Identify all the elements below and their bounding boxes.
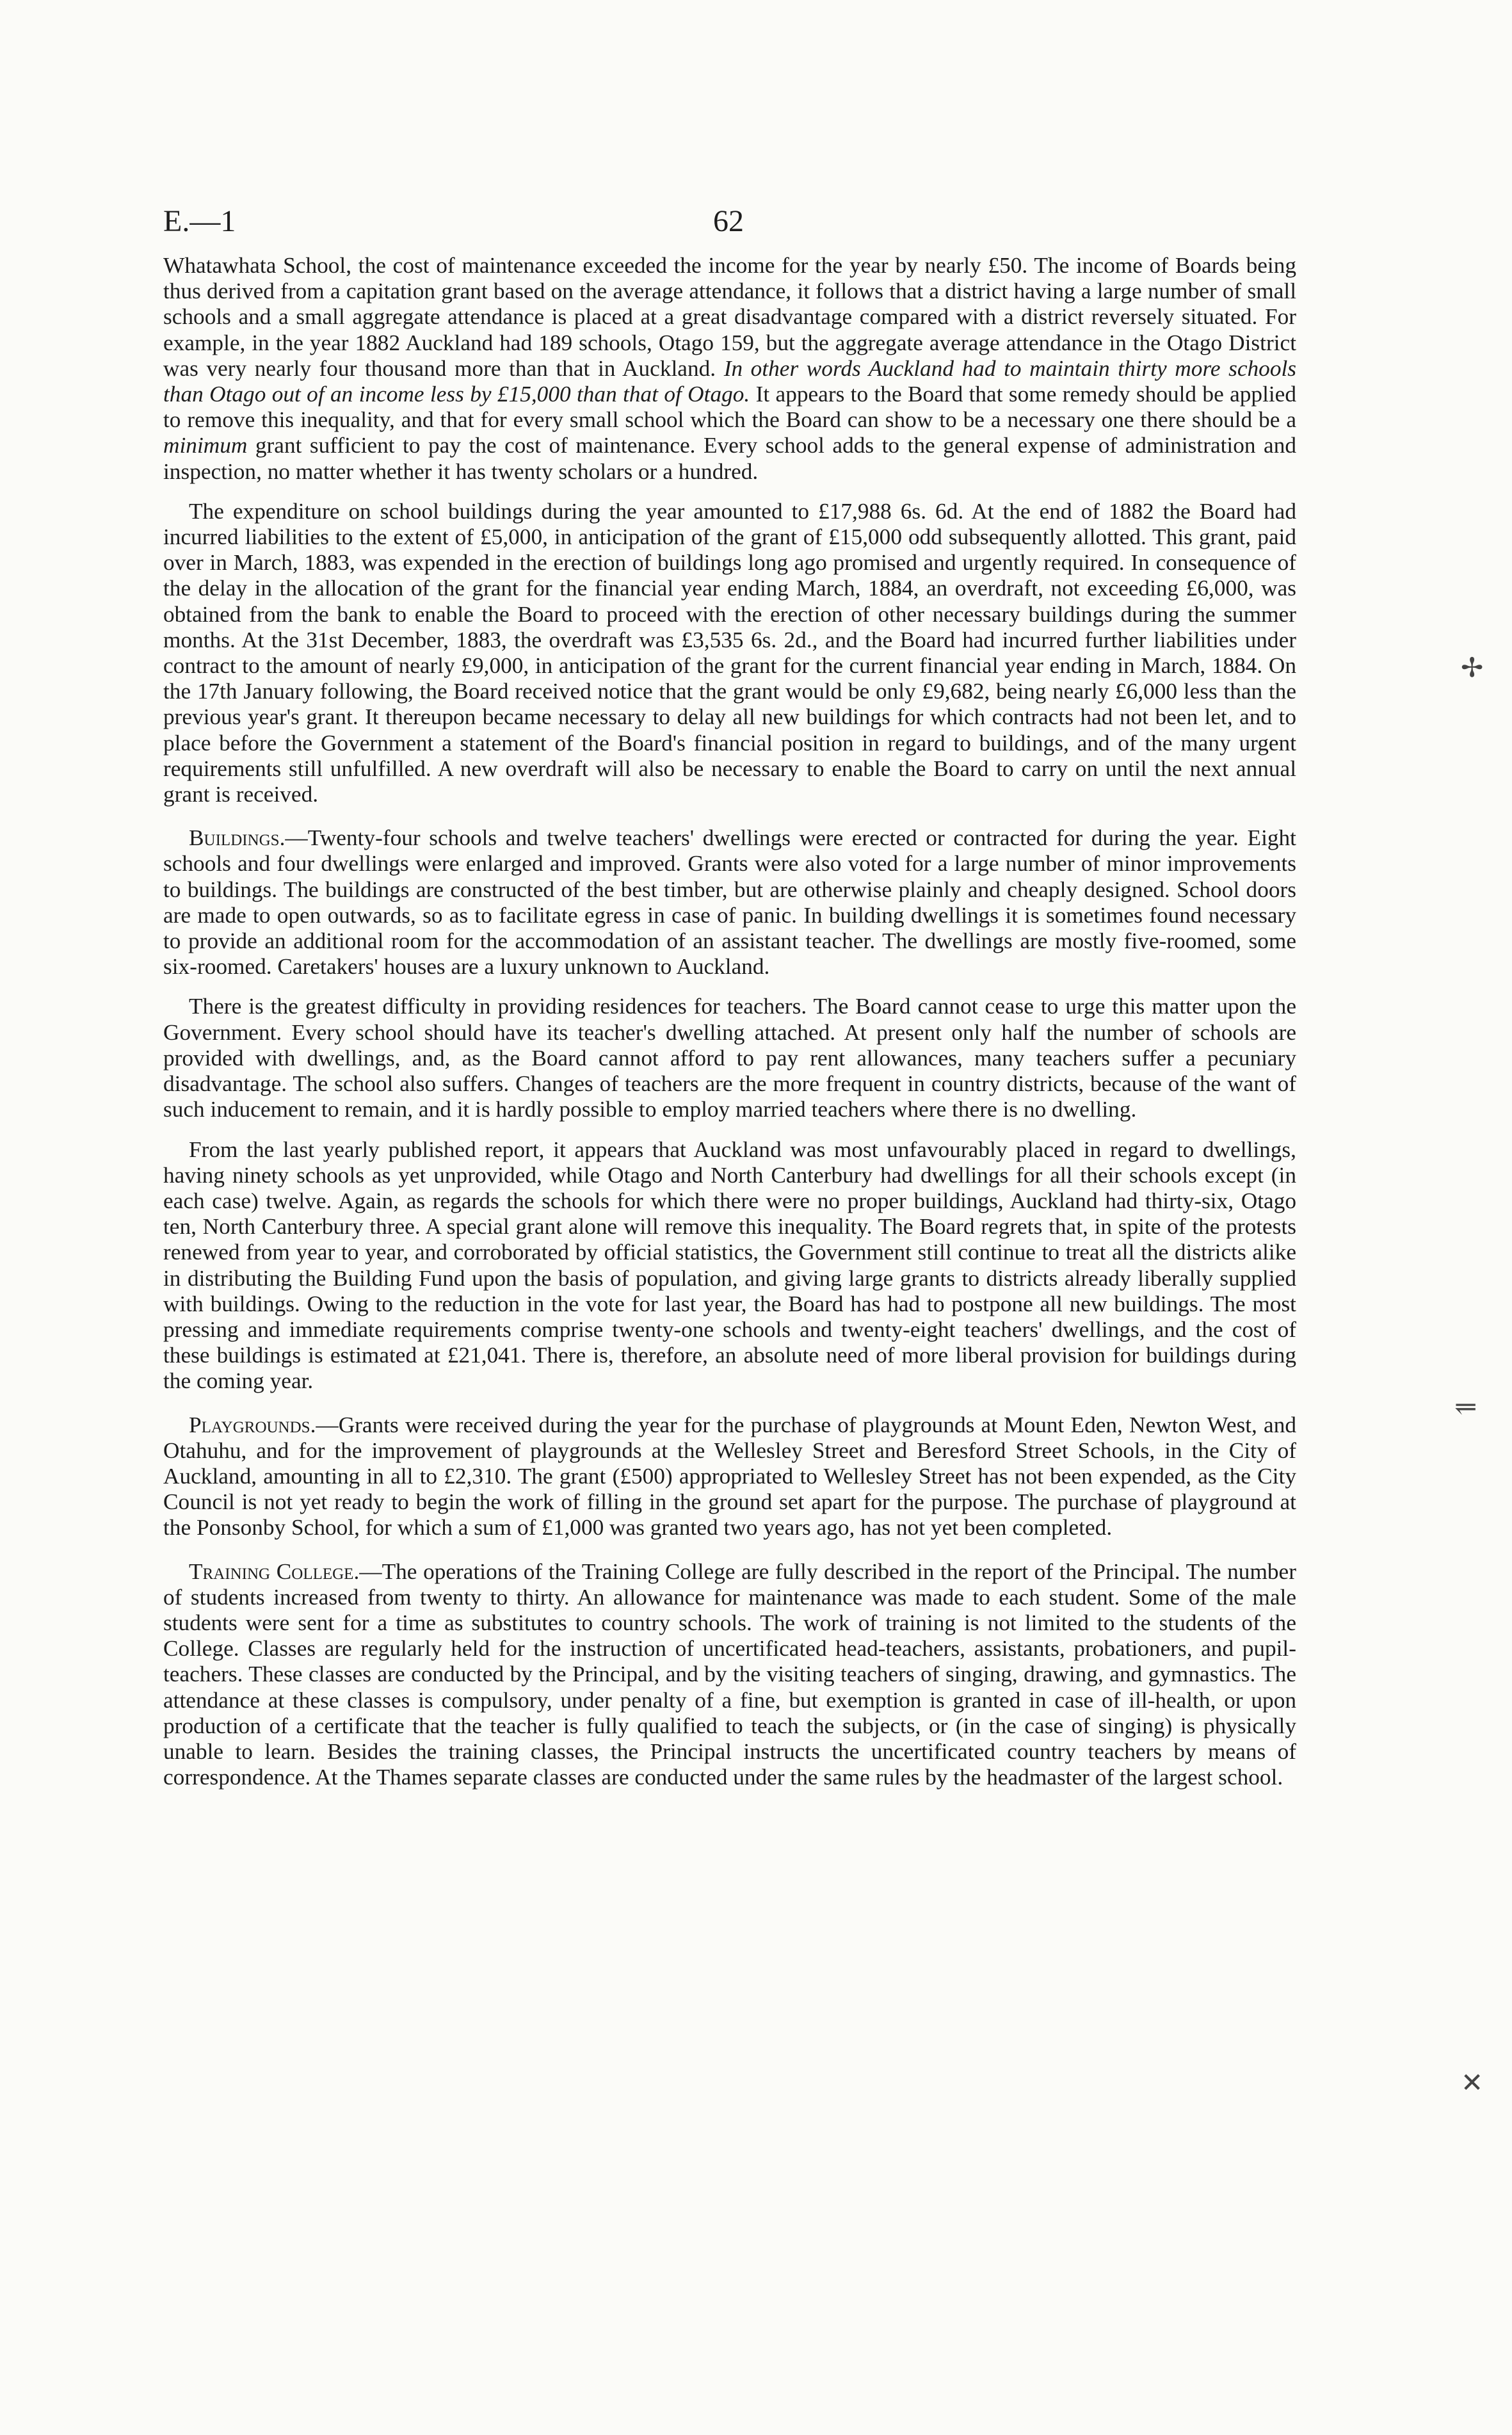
- section-paragraph: [163, 825, 1296, 980]
- margin-ink-mark: ✕: [1461, 2069, 1484, 2098]
- body-text: There is the greatest difficulty in providing residences for teachers. The Board cannot cease to urge this matter upon the Government. Every school should have its teacher's dwelling attached. At present only half the number of schools are provided with dwellings, and, as the Board cannot afford to pay rent allowances, many teachers suffer a pecuniary disadvantage. The school also suffers. Changes of teachers are the more frequent in country districts, because of the want of such inducement to remain, and it is hardly possible to employ married teachers where there is no dwelling.: [163, 994, 1296, 1122]
- paragraph: [163, 1137, 1296, 1395]
- section-heading: Playgrounds.: [189, 1412, 316, 1437]
- section-paragraph: [163, 1559, 1296, 1791]
- paragraph: [163, 994, 1296, 1122]
- margin-ink-mark: ⥫: [1454, 1393, 1477, 1422]
- emphasis-text: minimum: [163, 433, 248, 458]
- body-text: grant sufficient to pay the cost of maintenance. Every school adds to the general expense of administration and inspection, no matter whether it has twenty scholars or a hundred.: [163, 433, 1296, 484]
- body-text: It appears to the Board that some remedy should be applied to remove this inequality, and that for every small school which the Board can show to be a necessary one there should be a: [163, 382, 1296, 433]
- paragraph: [163, 253, 1296, 485]
- section-heading: Buildings.: [189, 825, 286, 851]
- section-heading: Training College.: [189, 1558, 360, 1584]
- section-paragraph: [163, 1412, 1296, 1541]
- page-header: [0, 204, 1512, 242]
- page-number: 62: [713, 204, 744, 238]
- body-text: Whatawhata School, the cost of maintenance exceeded the income for the year by nearly £50. The income of Boards being thus derived from a capitation grant based on the average attendance, it follows that a district having a large number of small schools and a small aggregate attendance is placed at a great disadvantage compared with a district reversely situated. For example, in the year 1882 Auckland had 189 schools, Otago 159, but the aggregate average attendance in the Otago District was very nearly four thousand more than that in Auckland.: [163, 253, 1296, 381]
- body-text: —Grants were received during the year for the purchase of playgrounds at Mount Eden, Newton West, and Otahuhu, and for the improvement of playgrounds at the Wellesley Street and Beresford Street Schools, in the City of Auckland, amounting in all to £2,310. The grant (£500) appropriated to Wellesley Street has not been expended, as the City Council is not yet ready to begin the work of filling in the ground set apart for the purpose. The purchase of playground at the Ponsonby School, for which a sum of £1,000 was granted two years ago, has not yet been completed.: [163, 1412, 1296, 1541]
- body-text: The expenditure on school buildings during the year amounted to £17,988 6s. 6d. At the end of 1882 the Board had incurred liabilities to the extent of £5,000, in anticipation of the grant of £15,000 odd subsequently allotted. This grant, paid over in March, 1883, was expended in the erection of buildings long ago promised and urgently required. In consequence of the delay in the allocation of the grant for the financial year ending March, 1884, an overdraft, not exceeding £6,000, was obtained from the bank to enable the Board to proceed with the erection of other necessary buildings during the summer months. At the 31st December, 1883, the overdraft was £3,535 6s. 2d., and the Board had incurred further liabilities under contract to the amount of nearly £9,000, in anticipation of the grant for the current financial year ending in March, 1884. On the 17th January following, the Board received notice that the grant would be only £9,682, being nearly £6,000 less than the previous year's grant. It thereupon became necessary to delay all new buildings for which contracts had not been let, and to place before the Government a statement of the Board's financial position in regard to buildings, and of the many urgent requirements still unfulfilled. A new overdraft will also be necessary to enable the Board to carry on until the next annual grant is received.: [163, 498, 1296, 807]
- document-code: E.—1: [163, 204, 236, 238]
- body-text: From the last yearly published report, it appears that Auckland was most unfavourably placed in regard to dwellings, having ninety schools as yet unprovided, while Otago and North Canterbury had dwellings for all their schools except (in each case) twelve. Again, as regards the schools for which there were no proper buildings, Auckland had thirty-six, Otago ten, North Canterbury three. A special grant alone will remove this inequality. The Board regrets that, in spite of the protests renewed from year to year, and corroborated by official statistics, the Government still continue to treat all the districts alike in distributing the Building Fund upon the basis of population, and giving large grants to districts already liberally supplied with buildings. Owing to the reduction in the vote for last year, the Board has had to postpone all new buildings. The most pressing and immediate requirements comprise twenty-one schools and twenty-eight teachers' dwellings, and the cost of these buildings is estimated at £21,041. There is, therefore, an absolute need of more liberal provision for buildings during the coming year.: [163, 1137, 1296, 1394]
- body-text: —The operations of the Training College are fully described in the report of the Principal. The number of students increased from twenty to thirty. An allowance for maintenance was made to each student. Some of the male students were sent for a time as substitutes to country schools. The work of training is not limited to the students of the College. Classes are regularly held for the instruction of uncertificated head-teachers, assistants, probationers, and pupil-teachers. These classes are conducted by the Principal, and by the visiting teachers of singing, drawing, and gymnastics. The attendance at these classes is compulsory, under penalty of a fine, but exemption is granted in case of ill-health, or upon production of a certificate that the teacher is fully qualified to teach the subjects, or (in the case of singing) is physically unable to learn. Besides the training classes, the Principal instructs the uncertificated country teachers by means of correspondence. At the Thames separate classes are conducted under the same rules by the headmaster of the largest school.: [163, 1558, 1296, 1790]
- margin-ink-mark: ✢: [1461, 654, 1484, 683]
- body-text: —Twenty-four schools and twelve teachers' dwellings were erected or contracted for during the year. Eight schools and four dwellings were enlarged and improved. Grants were also voted for a large number of minor improvements to buildings. The buildings are constructed of the best timber, but are otherwise plainly and cheaply designed. School doors are made to open outwards, so as to facilitate egress in case of panic. In building dwellings it is sometimes found necessary to provide an additional room for the accommodation of an assistant teacher. The dwellings are mostly five-roomed, some six-roomed. Caretakers' houses are a luxury unknown to Auckland.: [163, 825, 1296, 980]
- emphasis-text: In other words Auckland had to maintain thirty more schools than Otago out of an income less by £15,000 than that of Otago.: [163, 355, 1297, 407]
- paragraph: [163, 499, 1296, 807]
- document-body: [163, 253, 1296, 1804]
